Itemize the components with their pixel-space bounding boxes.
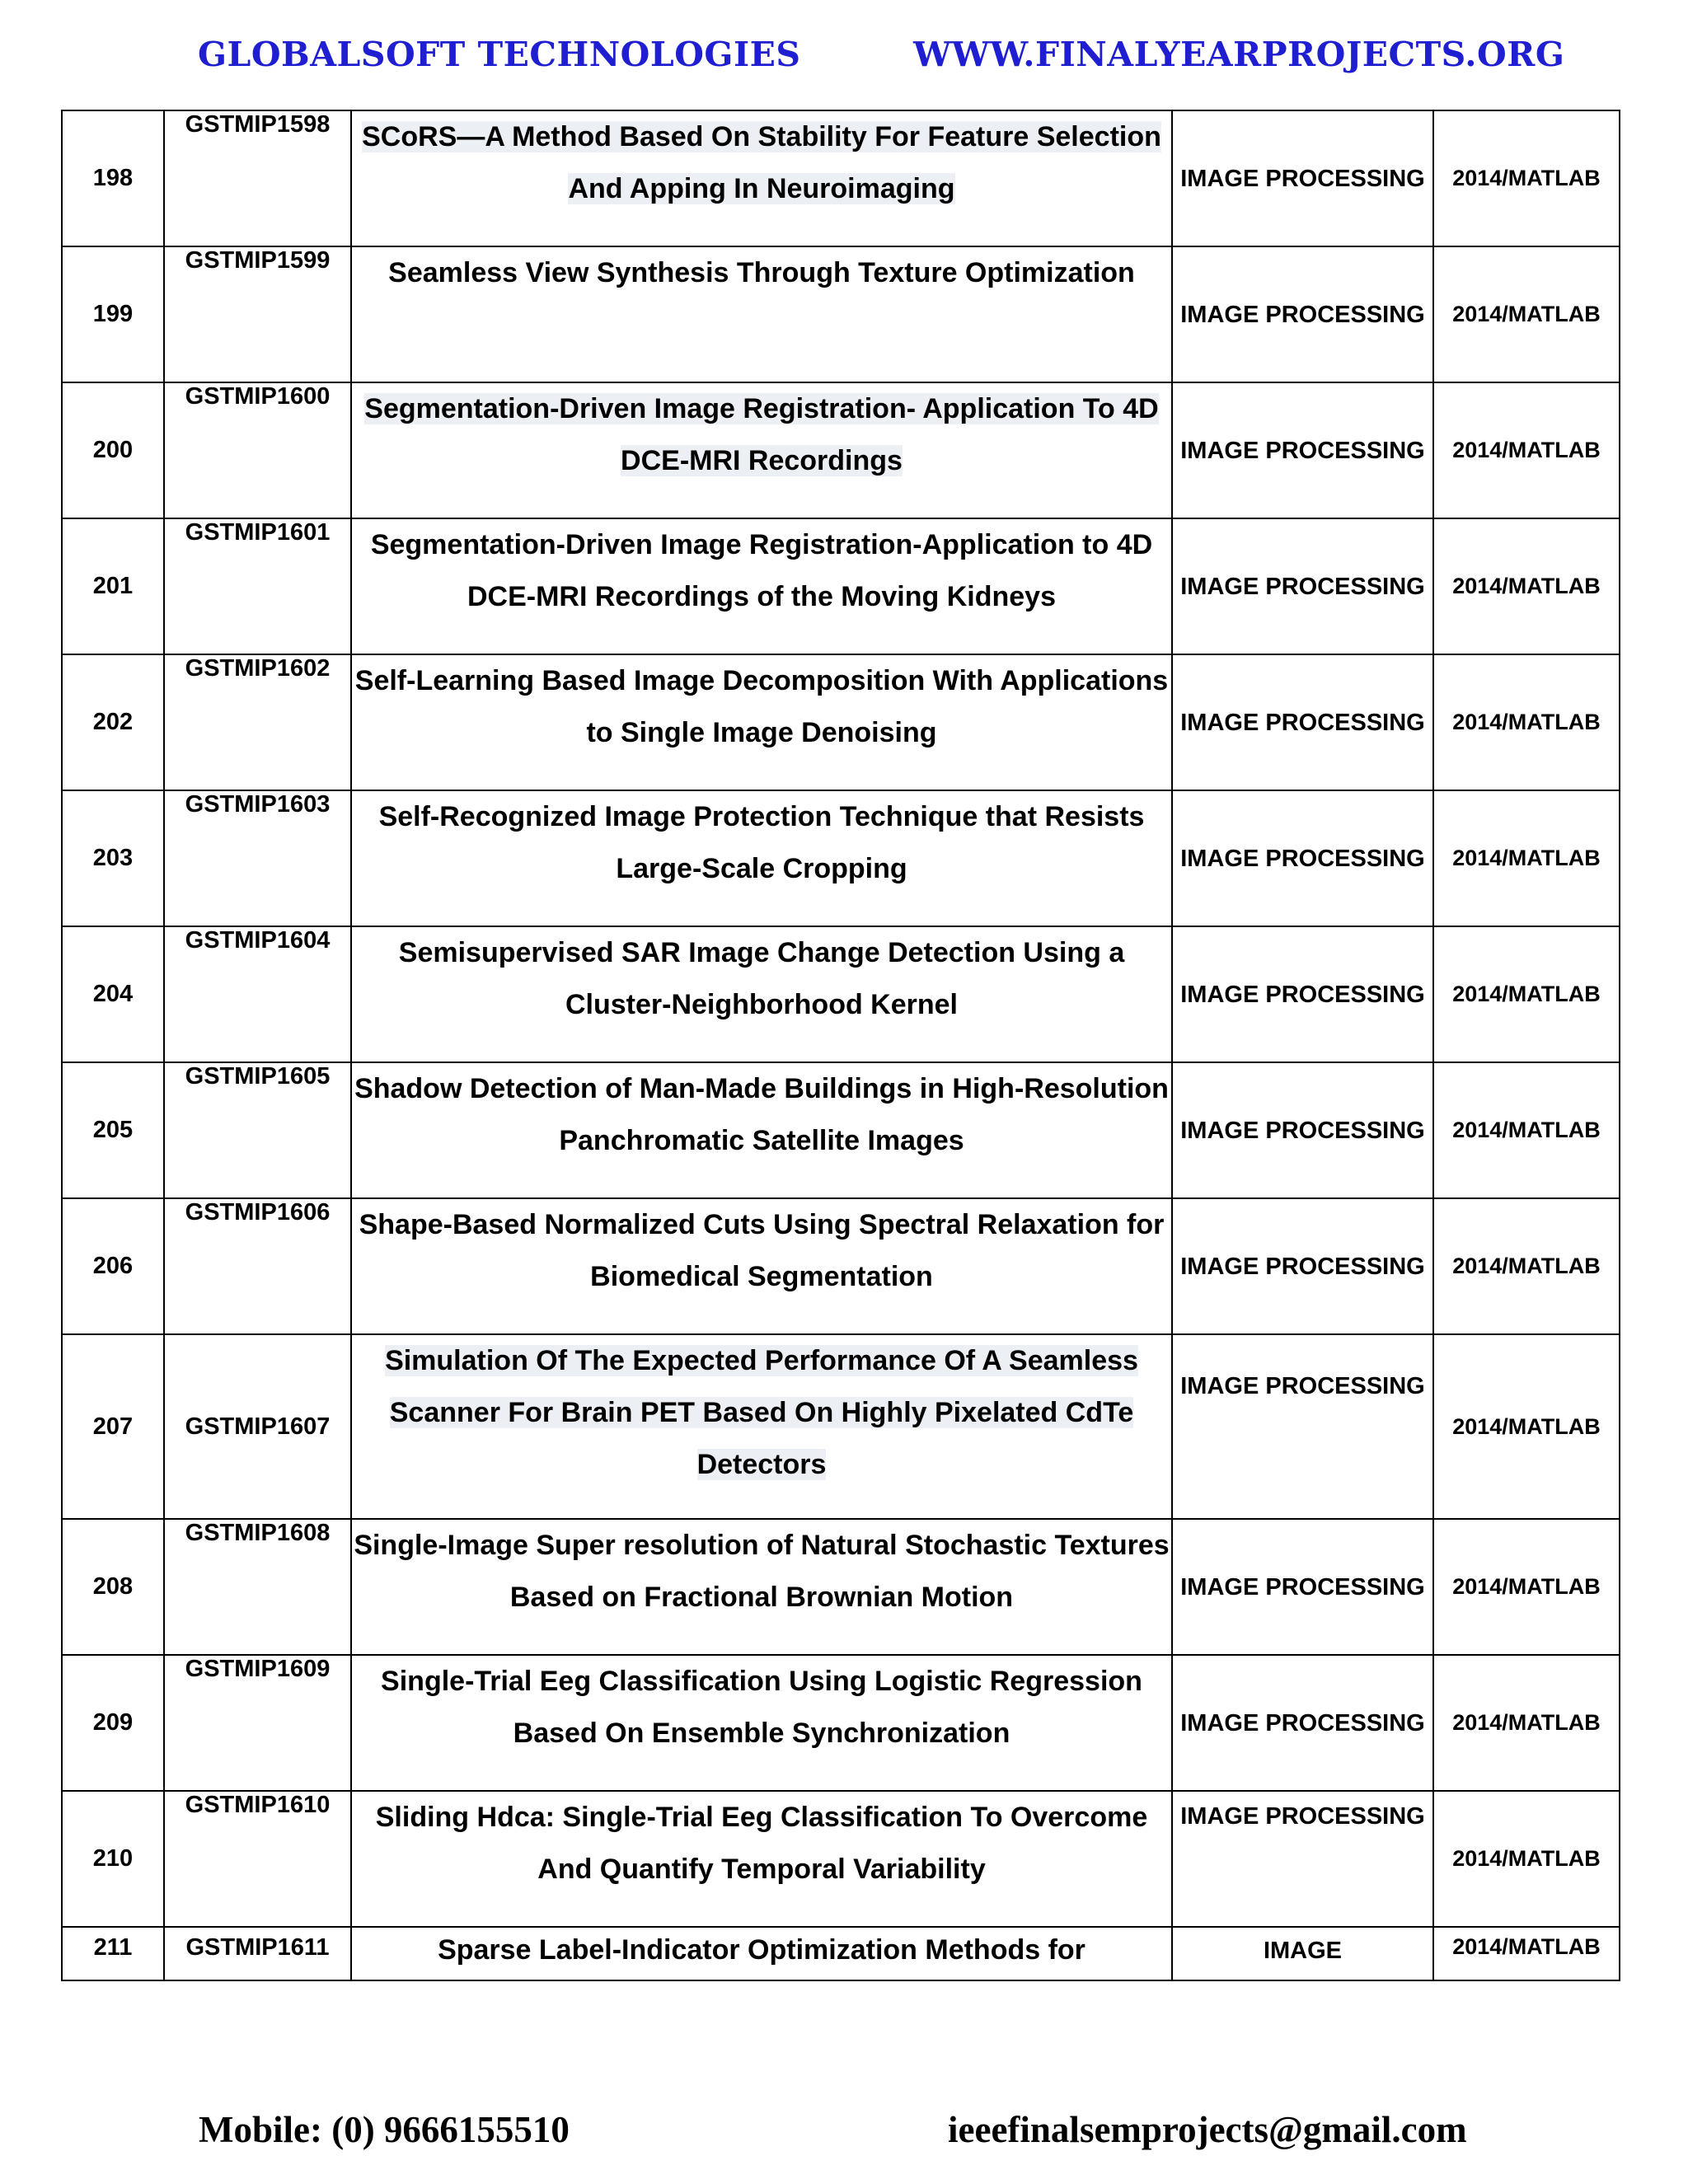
project-code: GSTMIP1604 xyxy=(164,926,351,1062)
serial-number: 209 xyxy=(62,1655,164,1791)
project-title-text[interactable]: Self-Learning Based Image Decomposition With Applications to Single Image Denoising xyxy=(354,665,1169,748)
project-title[interactable] xyxy=(351,382,1172,518)
project-title-text[interactable]: Sparse Label-Indicator Optimization Methods for xyxy=(438,1934,1085,1966)
table-row xyxy=(62,1519,1620,1655)
table-row xyxy=(62,790,1620,926)
project-domain: IMAGE PROCESSING xyxy=(1172,382,1433,518)
serial-number: 202 xyxy=(62,654,164,790)
table-row xyxy=(62,654,1620,790)
project-title[interactable] xyxy=(351,1791,1172,1927)
project-title-text[interactable]: Single-Trial Eeg Classification Using Logistic Regression Based On Ensemble Synchronization xyxy=(381,1666,1142,1749)
project-title-text[interactable]: Single-Image Super resolution of Natural Stochastic Textures Based on Fractional Brownian Motion xyxy=(354,1530,1170,1613)
project-title[interactable] xyxy=(351,1334,1172,1519)
serial-number: 201 xyxy=(62,518,164,654)
project-code: GSTMIP1606 xyxy=(164,1198,351,1334)
table-row xyxy=(62,926,1620,1062)
company-name: GLOBALSOFT TECHNOLOGIES xyxy=(198,35,801,74)
project-domain: IMAGE PROCESSING xyxy=(1172,1198,1433,1334)
project-title[interactable] xyxy=(351,790,1172,926)
project-code: GSTMIP1600 xyxy=(164,382,351,518)
project-code: GSTMIP1608 xyxy=(164,1519,351,1655)
project-domain: IMAGE PROCESSING xyxy=(1172,1655,1433,1791)
website-link[interactable]: WWW.FINALYEARPROJECTS.ORG xyxy=(913,35,1565,74)
project-domain: IMAGE PROCESSING xyxy=(1172,518,1433,654)
project-domain: IMAGE PROCESSING xyxy=(1172,1519,1433,1655)
project-title-text[interactable]: Shape-Based Normalized Cuts Using Spectral Relaxation for Biomedical Segmentation xyxy=(359,1209,1165,1292)
project-year: 2014/MATLAB xyxy=(1433,382,1620,518)
project-year: 2014/MATLAB xyxy=(1433,1791,1620,1927)
project-year: 2014/MATLAB xyxy=(1433,1927,1620,1980)
project-title-text[interactable]: Semisupervised SAR Image Change Detection Using a Cluster-Neighborhood Kernel xyxy=(398,937,1125,1020)
serial-number: 200 xyxy=(62,382,164,518)
project-code: GSTMIP1609 xyxy=(164,1655,351,1791)
page-header xyxy=(0,35,1688,84)
project-year: 2014/MATLAB xyxy=(1433,246,1620,382)
project-title-text[interactable]: Segmentation-Driven Image Registration- Application To 4D DCE-MRI Recordings xyxy=(364,393,1159,476)
project-title-text[interactable]: Segmentation-Driven Image Registration-Application to 4D DCE-MRI Recordings of the Moving Kidneys xyxy=(370,529,1153,612)
project-code: GSTMIP1607 xyxy=(164,1334,351,1519)
table-row xyxy=(62,1655,1620,1791)
project-code: GSTMIP1610 xyxy=(164,1791,351,1927)
project-code: GSTMIP1602 xyxy=(164,654,351,790)
table-row xyxy=(62,1927,1620,1980)
project-year: 2014/MATLAB xyxy=(1433,518,1620,654)
table-row xyxy=(62,110,1620,246)
project-title-text[interactable]: SCoRS—A Method Based On Stability For Feature Selection And Apping In Neuroimaging xyxy=(362,121,1161,204)
project-title[interactable] xyxy=(351,1655,1172,1791)
project-title[interactable] xyxy=(351,1198,1172,1334)
project-code: GSTMIP1605 xyxy=(164,1062,351,1198)
serial-number: 204 xyxy=(62,926,164,1062)
project-domain: IMAGE xyxy=(1172,1927,1433,1980)
project-title-text[interactable]: Self-Recognized Image Protection Technique that Resists Large-Scale Cropping xyxy=(378,801,1145,884)
project-title-text[interactable]: Seamless View Synthesis Through Texture Optimization xyxy=(388,257,1135,288)
serial-number: 210 xyxy=(62,1791,164,1927)
project-title[interactable] xyxy=(351,110,1172,246)
project-year: 2014/MATLAB xyxy=(1433,1519,1620,1655)
project-year: 2014/MATLAB xyxy=(1433,926,1620,1062)
project-year: 2014/MATLAB xyxy=(1433,654,1620,790)
project-code: GSTMIP1598 xyxy=(164,110,351,246)
table-row xyxy=(62,1062,1620,1198)
project-domain: IMAGE PROCESSING xyxy=(1172,110,1433,246)
project-domain: IMAGE PROCESSING xyxy=(1172,246,1433,382)
email-address[interactable]: ieeefinalsemprojects@gmail.com xyxy=(948,2109,1467,2150)
project-domain: IMAGE PROCESSING xyxy=(1172,790,1433,926)
serial-number: 206 xyxy=(62,1198,164,1334)
serial-number: 199 xyxy=(62,246,164,382)
project-year: 2014/MATLAB xyxy=(1433,1655,1620,1791)
project-title[interactable] xyxy=(351,246,1172,382)
project-title[interactable] xyxy=(351,1927,1172,1980)
project-title[interactable] xyxy=(351,518,1172,654)
table-row xyxy=(62,518,1620,654)
project-title-text[interactable]: Simulation Of The Expected Performance Of A Seamless Scanner For Brain PET Based On Highly Pixelated CdTe Detectors xyxy=(385,1345,1138,1480)
project-domain: IMAGE PROCESSING xyxy=(1172,654,1433,790)
projects-table xyxy=(61,110,1620,1981)
serial-number: 211 xyxy=(62,1927,164,1980)
project-domain: IMAGE PROCESSING xyxy=(1172,1791,1433,1927)
table-row xyxy=(62,1791,1620,1927)
serial-number: 198 xyxy=(62,110,164,246)
project-year: 2014/MATLAB xyxy=(1433,790,1620,926)
table-row xyxy=(62,382,1620,518)
project-year: 2014/MATLAB xyxy=(1433,1334,1620,1519)
project-year: 2014/MATLAB xyxy=(1433,1198,1620,1334)
table-row xyxy=(62,246,1620,382)
project-title-text[interactable]: Sliding Hdca: Single-Trial Eeg Classification To Overcome And Quantify Temporal Variability xyxy=(375,1802,1148,1885)
project-domain: IMAGE PROCESSING xyxy=(1172,1062,1433,1198)
project-domain: IMAGE PROCESSING xyxy=(1172,926,1433,1062)
mobile-number: Mobile: (0) 9666155510 xyxy=(199,2109,570,2150)
project-title[interactable] xyxy=(351,654,1172,790)
project-code: GSTMIP1601 xyxy=(164,518,351,654)
table-row xyxy=(62,1198,1620,1334)
project-code: GSTMIP1611 xyxy=(164,1927,351,1980)
project-title[interactable] xyxy=(351,926,1172,1062)
serial-number: 205 xyxy=(62,1062,164,1198)
project-title[interactable] xyxy=(351,1519,1172,1655)
project-code: GSTMIP1603 xyxy=(164,790,351,926)
table-row xyxy=(62,1334,1620,1519)
project-code: GSTMIP1599 xyxy=(164,246,351,382)
project-year: 2014/MATLAB xyxy=(1433,1062,1620,1198)
project-domain: IMAGE PROCESSING xyxy=(1172,1334,1433,1519)
project-year: 2014/MATLAB xyxy=(1433,110,1620,246)
serial-number: 208 xyxy=(62,1519,164,1655)
serial-number: 207 xyxy=(62,1334,164,1519)
project-title-text[interactable]: Shadow Detection of Man-Made Buildings in High-Resolution Panchromatic Satellite Images xyxy=(354,1073,1169,1156)
serial-number: 203 xyxy=(62,790,164,926)
project-title[interactable] xyxy=(351,1062,1172,1198)
